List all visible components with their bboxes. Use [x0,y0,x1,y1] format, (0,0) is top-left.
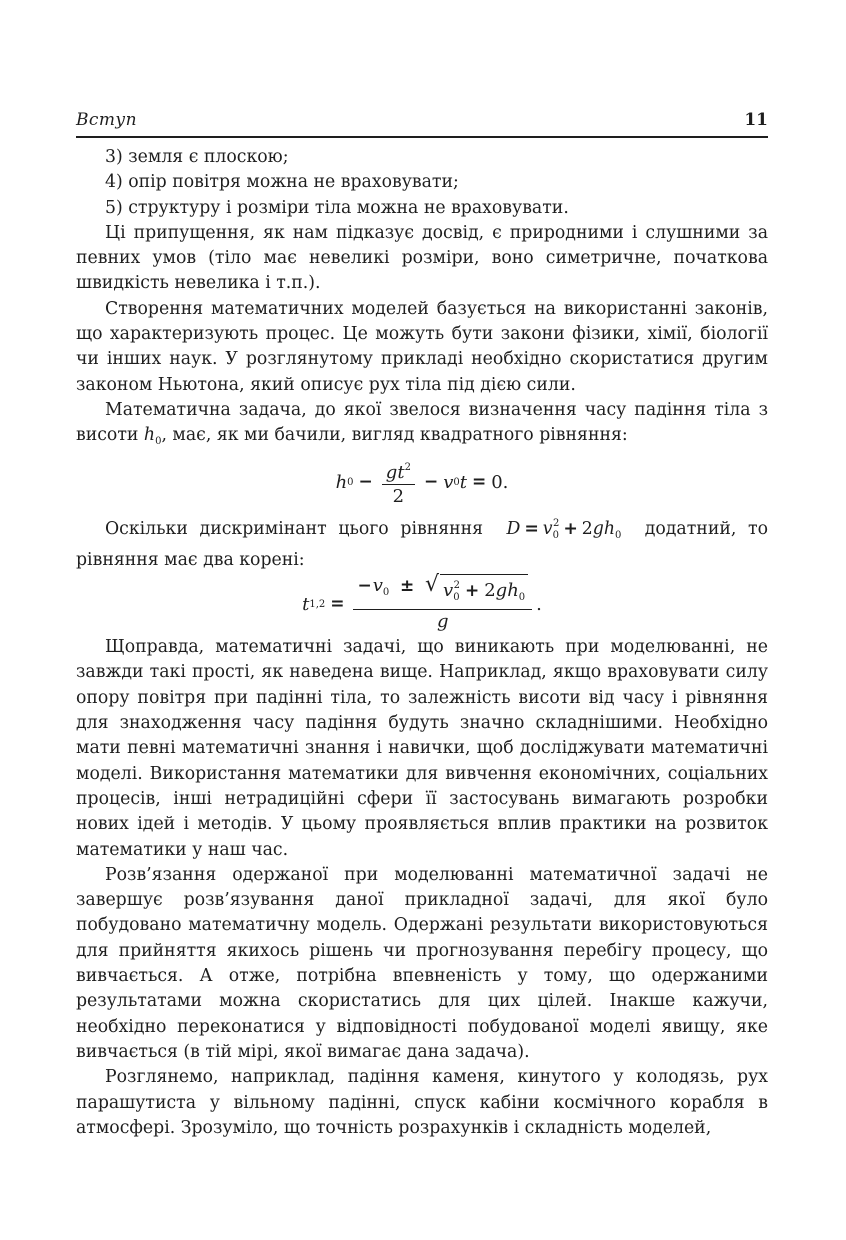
square-root: √ $v_0^2 + 2gh_0$ [425,574,528,609]
roots-formula: t 1,2 = $-v_0$ ± √ $v_0^2 + 2gh_0$ g . [302,572,542,633]
paragraph-discriminant [76,511,768,574]
inline-height-symbol: $h_0$ [143,425,162,448]
body-text [76,145,768,1141]
fraction-gt2-over-2: $\frac{gt^2}{2}$ [382,457,415,509]
inline-discriminant-formula: $D = v_0^2 + 2gh_0$ [506,517,622,541]
list-item-5: 5) структуру і розміри тіла можна не враховувати. [105,197,569,218]
fraction-roots: $-v_0$ ± √ $v_0^2 + 2gh_0$ g [353,574,532,634]
list-item-4: 4) опір повітря можна не враховувати; [105,172,459,193]
paragraph-complex-problems: Щоправда, математичні задачі, що виникають при моделюванні, не завжди такі прості, як наведена вище. Наприклад, якщо враховувати силу опору повітря при падінні тіла, то залежність висоти від часу і рівняння для знаходження часу падіння будуть значно складнішими. Необхідно мати певні математичні знання і навички, щоб досліджувати математичні моделі. Використання математики для вивчення економічних, соціальних процесів, інші нетрадиційні сфери її застосувань вимагають розробки нових ідей і методів. У цьому проявляється вплив практики на розвиток математики у наш час. [76,637,768,860]
paragraph-examples: Розглянемо, наприклад, падіння каменя, кинутого у колодязь, рух парашутиста у вільному падінні, спуск кабіни космічного корабля в атмосфері. Зрозуміло, що точність розрахунків і складність моделей, [76,1067,768,1138]
paragraph-model-laws: Створення математичних моделей базується на використанні законів, що характеризують процес. Це можуть бути закони фізики, хімії, біології чи інших наук. У розглянутому прикладі необхідно скористатися другим законом Ньютона, який описує рух тіла під дією сили. [76,298,768,395]
paragraph-text: додатний, то рівняння має два корені: [76,518,768,570]
paragraph-math-problem [76,398,768,455]
paragraph-text: Оскільки дискримінант цього рівняння [105,518,484,539]
paragraph-text: , має, як ми бачили, вигляд квадратного рівняння: [161,425,628,446]
paragraph-text: Математична задача, до якої звелося визначення часу падіння тіла з висоти [76,399,768,446]
paragraph-assumptions: Ці припущення, як нам підказує досвід, є природними і слушними за певних умов (тіло має невеликі розміри, воно симетричне, початкова швидкість невелика і т.п.). [76,222,768,294]
paragraph-solution-check: Розв’язання одержаної при моделюванні математичної задачі не завершує розв’язування даної прикладної задачі, для якої було побудовано математичну модель. Одержані результати використовуються для прийняття якихось рішень чи прогнозування перебігу процесу, що вивчається. А отже, потрібна впевненість у тому, що одержаними результатами можна скористатись для цих цілей. Інакше кажучи, необхідно переконатися у відповідності побудованої моделі явищу, яке вивчається (в тій мірі, якої вимагає дана задача). [76,864,768,1062]
page-number: 11 [744,110,768,130]
section-title: Вступ [76,110,137,130]
list-item-3: 3) земля є плоскою; [105,147,289,167]
running-head [76,108,768,138]
quadratic-equation: h 0 − $\frac{gt^2}{2}$ − v 0 t = 0. [76,457,768,509]
